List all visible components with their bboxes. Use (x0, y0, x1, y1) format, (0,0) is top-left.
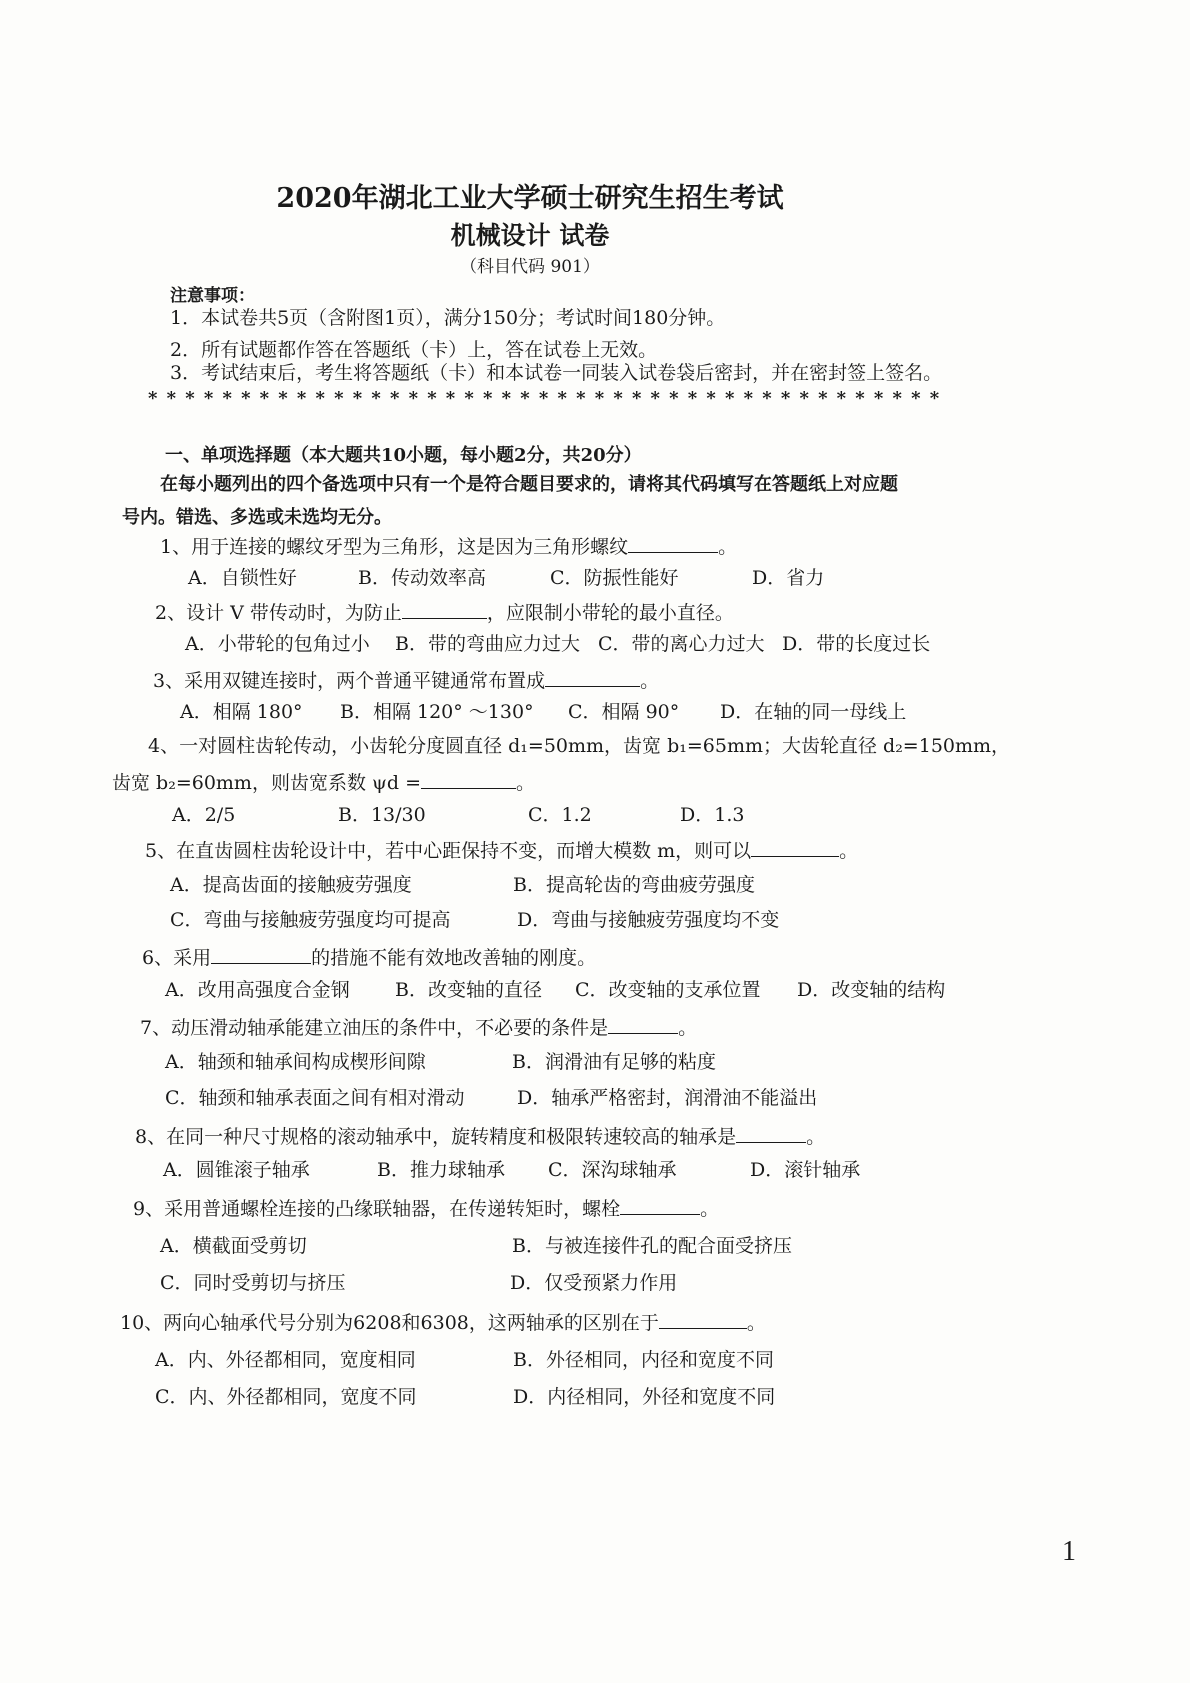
option-d: D．仅受预紧力作用 (510, 1272, 678, 1294)
option-b: B．润滑油有足够的粘度 (512, 1051, 716, 1073)
option-a: A．2/5 (172, 804, 236, 826)
section-heading: 一、单项选择题（本大题共10小题，每小题2分，共20分） (165, 445, 642, 466)
answer-blank (421, 770, 516, 789)
note-item: 1．本试卷共5页（含附图1页），满分150分；考试时间180分钟。 (170, 307, 726, 329)
option-c: C．内、外径都相同，宽度不同 (155, 1386, 417, 1408)
question-9 (133, 1196, 719, 1221)
answer-blank (751, 838, 839, 857)
option-b: B．传动效率高 (358, 567, 486, 589)
option-c: C．防振性能好 (550, 567, 679, 589)
option-c: C．带的离心力过大 (598, 633, 765, 655)
option-d: D．滚针轴承 (750, 1159, 861, 1181)
question-text-end: 。 (839, 840, 859, 862)
option-c: C．1.2 (528, 804, 592, 826)
question-text: 10、两向心轴承代号分别为6208和6308，这两轴承的区别在于 (120, 1312, 659, 1334)
question-text: 3、采用双键连接时，两个普通平键通常布置成 (153, 670, 546, 692)
option-d: D．轴承严格密封，润滑油不能溢出 (517, 1087, 818, 1109)
option-c: C．改变轴的支承位置 (575, 979, 761, 1001)
option-c: C．相隔 90° (568, 701, 680, 723)
question-text-end: 。 (718, 536, 738, 558)
question-text-end: 。 (746, 1312, 766, 1334)
option-d: D．省力 (752, 567, 825, 589)
option-a: A．小带轮的包角过小 (185, 633, 370, 655)
note-item: 2．所有试题都作答在答题纸（卡）上，答在试卷上无效。 (170, 339, 658, 361)
option-a: A．横截面受剪切 (160, 1235, 307, 1257)
question-5 (145, 838, 858, 863)
question-text-end: 。 (640, 670, 660, 692)
question-text-end: 。 (516, 772, 536, 794)
option-c: C．深沟球轴承 (548, 1159, 677, 1181)
answer-blank (608, 1015, 678, 1034)
question-3 (153, 668, 659, 693)
answer-blank (545, 668, 640, 687)
option-b: B．改变轴的直径 (395, 979, 542, 1001)
question-text: 齿宽 b₂=60mm，则齿宽系数 ψd = (112, 772, 422, 794)
option-a: A．改用高强度合金钢 (165, 979, 350, 1001)
option-b: B．与被连接件孔的配合面受挤压 (512, 1235, 792, 1257)
answer-blank (659, 1310, 747, 1329)
question-8 (135, 1124, 825, 1149)
exam-title: 2020年湖北工业大学硕士研究生招生考试 (276, 183, 784, 214)
answer-blank (736, 1124, 806, 1143)
question-text-end: 。 (700, 1198, 720, 1220)
section-instruction: 号内。错选、多选或未选均无分。 (122, 507, 392, 528)
separator-stars: ******************************************* (148, 388, 949, 409)
question-text-end: 。 (806, 1126, 826, 1148)
option-c: C．同时受剪切与挤压 (160, 1272, 346, 1294)
page-number: 1 (1062, 1536, 1076, 1567)
option-d: D．带的长度过长 (782, 633, 931, 655)
option-d: D．弯曲与接触疲劳强度均不变 (517, 909, 780, 931)
option-a: A．提高齿面的接触疲劳强度 (170, 874, 412, 896)
section-instruction: 在每小题列出的四个备选项中只有一个是符合题目要求的，请将其代码填写在答题纸上对应题 (160, 474, 898, 495)
option-b: B．提高轮齿的弯曲疲劳强度 (513, 874, 755, 896)
option-a: A．圆锥滚子轴承 (163, 1159, 310, 1181)
option-c: C．弯曲与接触疲劳强度均可提高 (170, 909, 451, 931)
question-text: 1、用于连接的螺纹牙型为三角形，这是因为三角形螺纹 (160, 536, 629, 558)
question-text: 6、采用 (142, 947, 212, 969)
question-text: 8、在同一种尺寸规格的滚动轴承中，旋转精度和极限转速较高的轴承是 (135, 1126, 737, 1148)
notes-heading: 注意事项： (170, 286, 255, 306)
option-b: B．13/30 (338, 804, 426, 826)
exam-subtitle: 机械设计 试卷 (450, 221, 610, 250)
option-d: D．1.3 (680, 804, 745, 826)
question-4 (112, 770, 535, 795)
question-text-end: ，应限制小带轮的最小直径。 (486, 602, 734, 624)
question-10 (120, 1310, 766, 1335)
answer-blank (620, 1196, 700, 1215)
question-1 (160, 534, 737, 559)
question-text: 7、动压滑动轴承能建立油压的条件中，不必要的条件是 (140, 1017, 609, 1039)
question-text: 5、在直齿圆柱齿轮设计中，若中心距保持不变，而增大模数 m，则可以 (145, 840, 752, 862)
option-b: B．相隔 120° ～130° (340, 701, 534, 723)
option-d: D．内径相同，外径和宽度不同 (513, 1386, 776, 1408)
answer-blank (628, 534, 718, 553)
option-d: D．改变轴的结构 (797, 979, 946, 1001)
question-text-end: 。 (678, 1017, 698, 1039)
option-d: D．在轴的同一母线上 (720, 701, 907, 723)
option-b: B．带的弯曲应力过大 (395, 633, 580, 655)
option-a: A．相隔 180° (180, 701, 303, 723)
answer-blank (402, 600, 487, 619)
question-text-end: 的措施不能有效地改善轴的刚度。 (311, 947, 597, 969)
question-text: 9、采用普通螺栓连接的凸缘联轴器，在传递转矩时，螺栓 (133, 1198, 621, 1220)
option-a: A．轴颈和轴承间构成楔形间隙 (165, 1051, 426, 1073)
option-c: C．轴颈和轴承表面之间有相对滑动 (165, 1087, 465, 1109)
question-7 (140, 1015, 697, 1040)
subject-code: （科目代码 901） (460, 257, 600, 277)
question-text: 2、设计 V 带传动时，为防止 (155, 602, 402, 624)
note-item: 3．考试结束后，考生将答题纸（卡）和本试卷一同装入试卷袋后密封，并在密封签上签名。 (170, 362, 943, 384)
option-b: B．推力球轴承 (377, 1159, 505, 1181)
answer-blank (211, 945, 311, 964)
question-text-line: 4、一对圆柱齿轮传动，小齿轮分度圆直径 d₁=50mm，齿宽 b₁=65mm；大齿轮直径 d₂=150mm， (148, 735, 1011, 757)
option-a: A．内、外径都相同，宽度相同 (155, 1349, 416, 1371)
option-a: A．自锁性好 (188, 567, 297, 589)
question-6 (142, 945, 596, 970)
question-2 (155, 600, 734, 625)
option-b: B．外径相同，内径和宽度不同 (513, 1349, 774, 1371)
